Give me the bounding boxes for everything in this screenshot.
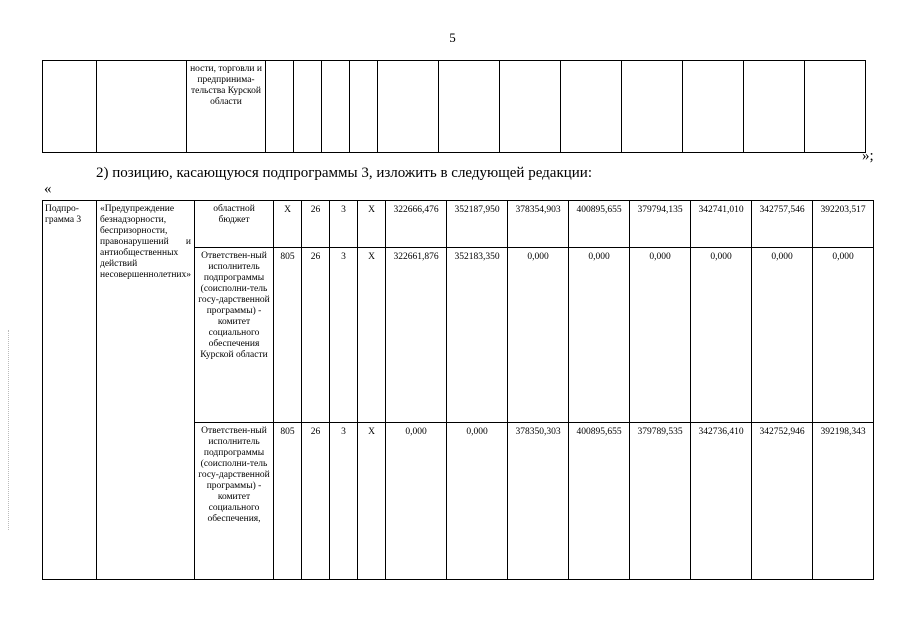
value-cell: 0,000	[813, 248, 874, 423]
value-cell: 379794,135	[630, 201, 691, 248]
subprogram-table	[42, 200, 874, 580]
gp-cell: 26	[302, 201, 330, 248]
grbs-cell: 805	[274, 248, 302, 423]
om-cell: X	[358, 201, 386, 248]
instruction-text: 2) позицию, касающуюся подпрограммы 3, изложить в следующей редакции:	[96, 165, 592, 181]
previous-table-fragment	[42, 60, 866, 153]
subprogram-title: «Предупреждение безнадзорности, беспризорности, правонарушений и антиобщественных действий несовершеннолетних»	[97, 201, 195, 580]
value-cell: 379789,535	[630, 423, 691, 580]
value-cell: 342741,010	[691, 201, 752, 248]
prev-cell-program	[43, 61, 97, 153]
value-cell: 342736,410	[691, 423, 752, 580]
subprogram-label: Подпро-грамма 3	[43, 201, 97, 580]
value-cell: 392198,343	[813, 423, 874, 580]
grbs-cell: X	[274, 201, 302, 248]
value-cell: 342752,946	[752, 423, 813, 580]
grbs-cell: 805	[274, 423, 302, 580]
value-cell: 0,000	[447, 423, 508, 580]
value-cell: 322666,476	[386, 201, 447, 248]
value-cell: 352187,950	[447, 201, 508, 248]
value-cell: 378350,303	[508, 423, 569, 580]
value-cell: 352183,350	[447, 248, 508, 423]
pgp-cell: 3	[330, 248, 358, 423]
value-cell: 342757,546	[752, 201, 813, 248]
value-cell: 0,000	[630, 248, 691, 423]
scan-edge-mark	[8, 330, 10, 530]
om-cell: X	[358, 248, 386, 423]
value-cell: 0,000	[752, 248, 813, 423]
value-cell: 400895,655	[569, 423, 630, 580]
value-cell: 0,000	[386, 423, 447, 580]
page-number: 5	[449, 30, 456, 45]
closing-quote: »;	[862, 148, 874, 164]
om-cell: X	[358, 423, 386, 580]
value-cell: 0,000	[569, 248, 630, 423]
value-cell: 0,000	[691, 248, 752, 423]
gp-cell: 26	[302, 423, 330, 580]
value-cell: 0,000	[508, 248, 569, 423]
table-row	[43, 201, 874, 248]
value-cell: 378354,903	[508, 201, 569, 248]
responsible-cell: областной бюджет	[195, 201, 274, 248]
value-cell: 400895,655	[569, 201, 630, 248]
value-cell: 322661,876	[386, 248, 447, 423]
pgp-cell: 3	[330, 201, 358, 248]
prev-cell-title	[97, 61, 187, 153]
pgp-cell: 3	[330, 423, 358, 580]
responsible-cell: Ответствен-ный исполнитель подпрограммы (соисполни-тель госу-дарственной программы) - комитет социального обеспечения Курской области	[195, 248, 274, 423]
prev-cell-responsible: ности, торговли и предпринима-тельства Курской области	[187, 61, 266, 153]
opening-quote: «	[44, 181, 52, 197]
responsible-cell: Ответствен-ный исполнитель подпрограммы (соисполни-тель госу-дарственной программы) - комитет социального обеспечения,	[195, 423, 274, 580]
value-cell: 392203,517	[813, 201, 874, 248]
gp-cell: 26	[302, 248, 330, 423]
